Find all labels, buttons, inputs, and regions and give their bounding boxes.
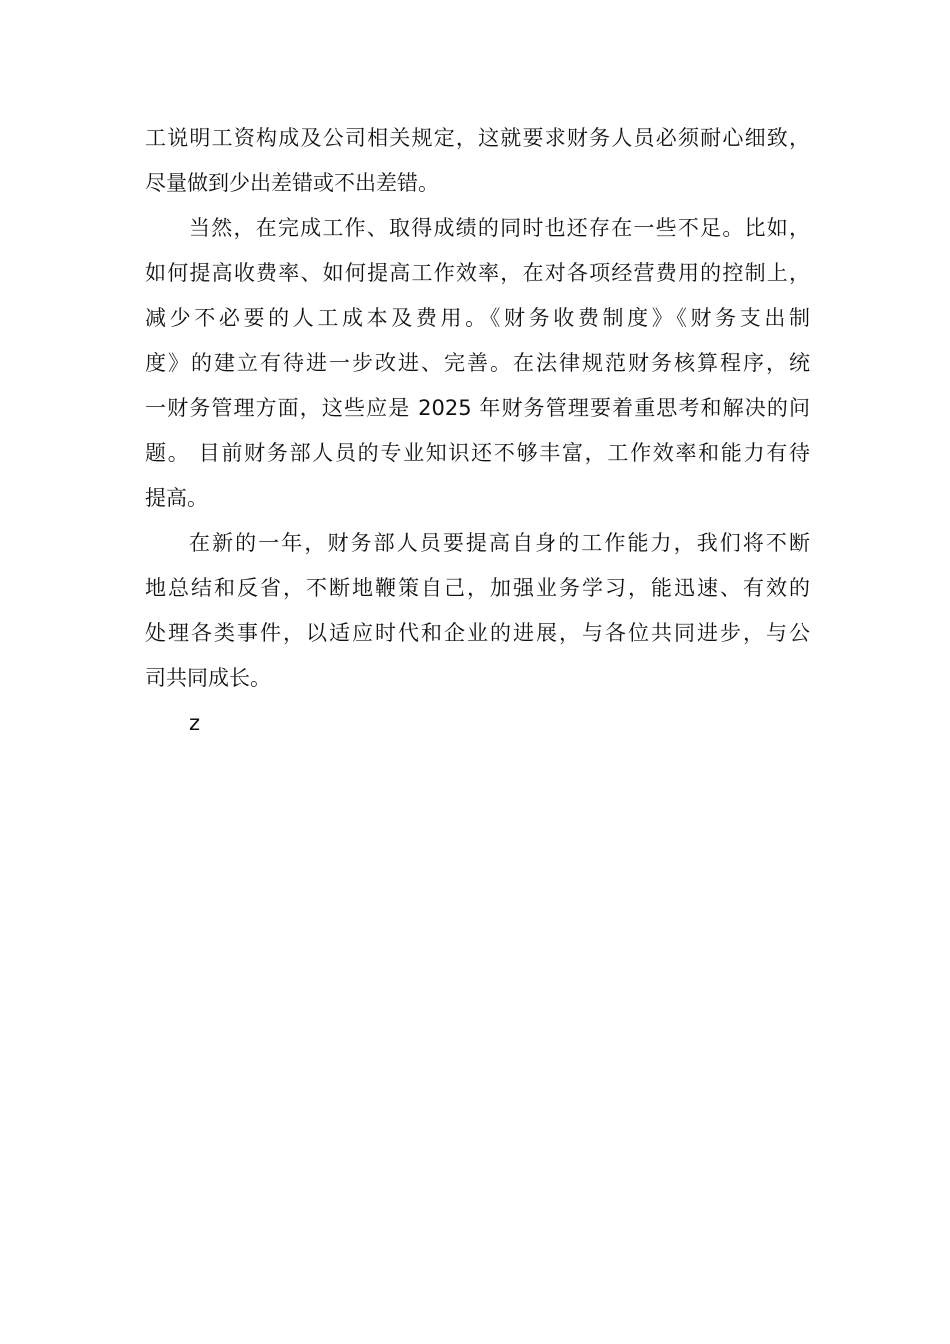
paragraph-line: 提高。 <box>145 486 208 510</box>
paragraph-line: 尽量做到少出差错或不出差错。 <box>145 171 439 195</box>
paragraph-line: 度》的建立有待进一步改进、完善。在法律规范财务核算程序，统 <box>145 351 810 375</box>
paragraph-line: 当然，在完成工作、取得成绩的同时也还存在一些不足。比如， <box>189 216 810 240</box>
paragraph-line: 如何提高收费率、如何提高工作效率，在对各项经营费用的控制上， <box>145 261 810 285</box>
paragraph-line: 司共同成长。 <box>145 666 271 690</box>
paragraph-line: 一财务管理方面，这些应是 2025 年财务管理要着重思考和解决的问 <box>145 396 810 420</box>
trailing-mark: z <box>189 711 201 735</box>
paragraph-3 <box>145 521 810 701</box>
paragraph-line: 处理各类事件，以适应时代和企业的进展，与各位共同进步，与公 <box>145 621 810 645</box>
paragraph-line: 在新的一年，财务部人员要提高自身的工作能力，我们将不断 <box>189 531 810 555</box>
paragraph-2 <box>145 206 810 521</box>
paragraph-1 <box>145 116 810 206</box>
paragraph-line: 题。 目前财务部人员的专业知识还不够丰富，工作效率和能力有待 <box>145 441 810 465</box>
paragraph-line: 减少不必要的人工成本及费用。《财务收费制度》《财务支出制 <box>145 306 810 330</box>
paragraph-line: 工说明工资构成及公司相关规定，这就要求财务人员必须耐心细致， <box>145 126 810 150</box>
document-body <box>145 116 810 746</box>
paragraph-line: 地总结和反省，不断地鞭策自己，加强业务学习，能迅速、有效的 <box>145 576 810 600</box>
